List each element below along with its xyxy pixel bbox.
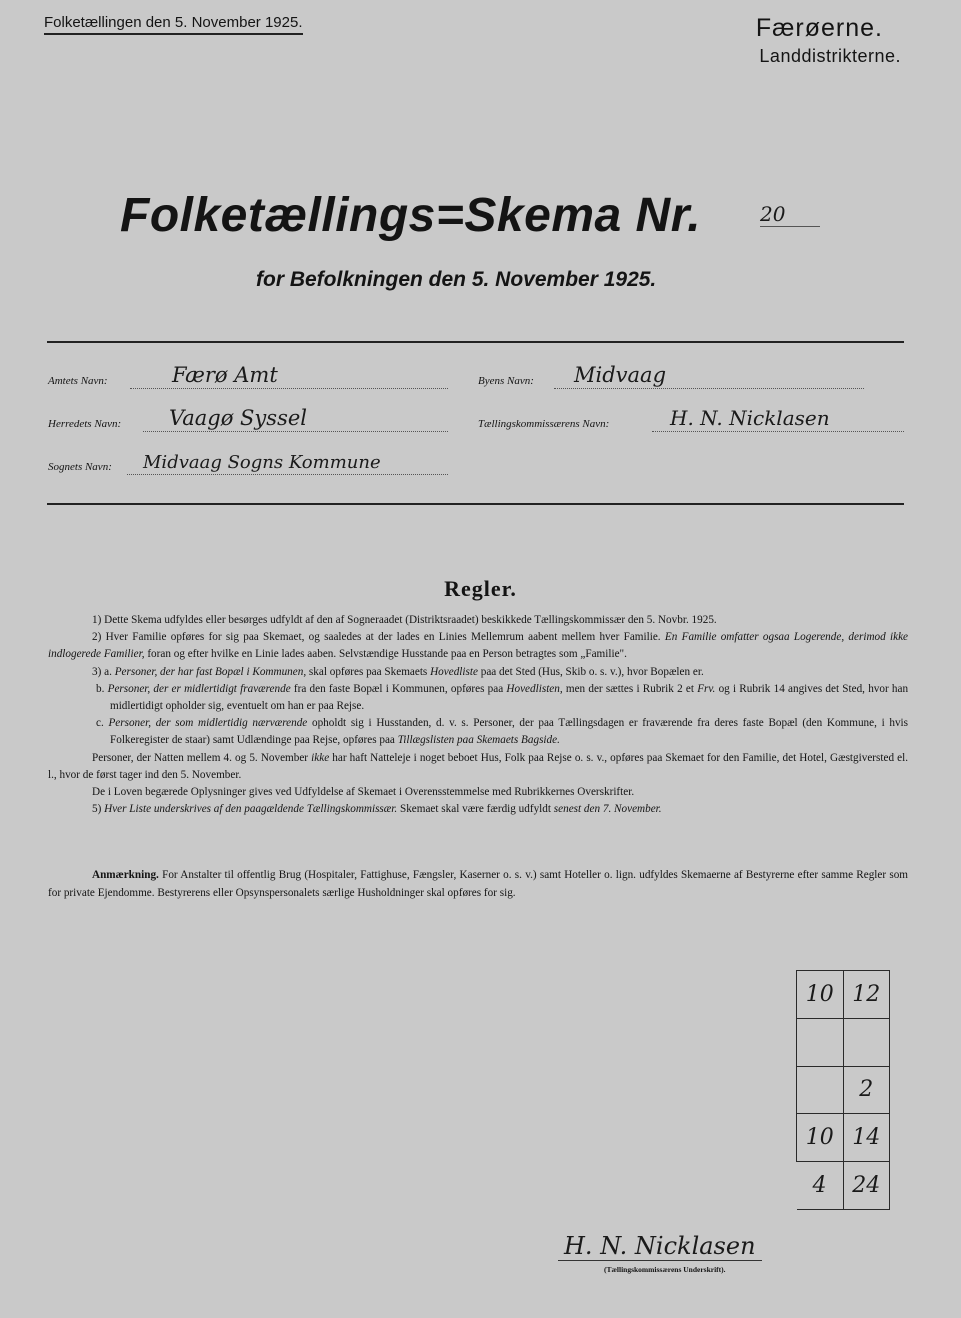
- district-name: Landdistrikterne.: [759, 46, 901, 66]
- divider-bottom: [47, 503, 904, 505]
- divider-top: [47, 341, 904, 343]
- tally-cell: [843, 1018, 890, 1066]
- tally-cell: 10: [797, 971, 844, 1019]
- rules-list: [48, 612, 908, 818]
- note-label: Anmærkning.: [92, 869, 159, 881]
- rules-heading: Regler.: [444, 576, 517, 601]
- tally-cell: 12: [843, 971, 890, 1019]
- commissioner-value: H. N. Nicklasen: [670, 406, 830, 430]
- census-date-header: Folketællingen den 5. November 1925.: [44, 14, 303, 35]
- note-text: For Anstalter til offentlig Brug (Hospitaler, Fattighuse, Fængsler, Kaserner o. s. v.) samt Hoteller o. lign. udfyldes Skemaerne af Bestyrerne efter samme Regler som for private Ejendomme. Bestyrerens eller Opsynspersonalets særlige Husholdninger skal opføres for sig.: [48, 869, 909, 899]
- rule-3a: 3) a. Personer, der har fast Bopæl i Kommunen, skal opføres paa Skemaets Hovedliste paa det Sted (Hus, Skib o. s. v.), hvor Bopælen er.: [92, 665, 704, 678]
- tally-cell: [797, 1066, 844, 1114]
- commissioner-label: Tællingskommissærens Navn:: [478, 418, 610, 430]
- by-label: Byens Navn:: [478, 375, 534, 387]
- tally-grid: [796, 970, 890, 1210]
- tally-cell: 24: [843, 1162, 890, 1210]
- herred-field: [143, 407, 448, 432]
- tally-cell: [797, 1018, 844, 1066]
- region-name: Færøerne.: [755, 14, 883, 42]
- commissioner-signature: H. N. Nicklasen: [558, 1232, 762, 1261]
- sogn-value: Midvaag Sogns Kommune: [143, 452, 381, 473]
- rule-4: De i Loven begærede Oplysninger gives ved Udfyldelse af Skemaet i Overensstemmelse med Rubrikkernes Overskrifter.: [92, 786, 635, 799]
- form-title: Folketællings=Skema Nr.: [120, 189, 702, 242]
- rule-5: 5) Hver Liste underskrives af den paagældende Tællingskommissær. Skemaet skal være færdig udfyldt senest den 7. November.: [92, 803, 662, 816]
- rule-3b: b. Personer, der er midlertidigt fraværende fra den faste Bopæl i Kommunen, opføres paa Hovedlisten, men der sættes i Rubrik 2 et Frv. og i Rubrik 14 angives det Sted, hvor han midlertidigt opholder sig, eventuelt om han er paa Rejse.: [96, 682, 909, 713]
- annotation-note: [48, 866, 908, 902]
- herred-label: Herredets Navn:: [48, 418, 122, 430]
- amt-label: Amtets Navn:: [48, 375, 108, 387]
- rule-3c: c. Personer, der som midlertidig nærværende opholdt sig i Husstanden, d. v. s. Personer, der paa Tællingsdagen er fraværende fra deres faste Bopæl (den Kommune, i hvis Folkeregister de staar) samt Udlændinge paa Rejse, opføres paa Tillægslisten paa Skemaets Bagside.: [96, 717, 909, 747]
- rule-3d: Personer, der Natten mellem 4. og 5. November ikke har haft Natteleje i noget beboet Hus, Folk paa Rejse o. s. v., opføres paa Skemaet for den Familie, det Hotel, Gæstgiversted el. l., hvor de først tager ind den 5. November.: [48, 751, 909, 781]
- form-subtitle: for Befolkningen den 5. November 1925.: [256, 268, 657, 291]
- rule-1: 1) Dette Skema udfyldes eller besørges udfyldt af den af Sogneraadet (Distriktsraadet) beskikkede Tællingskommissær den 5. Novbr. 1925.: [92, 614, 717, 626]
- sogn-field: [127, 450, 448, 475]
- herred-value: Vaagø Syssel: [169, 406, 307, 430]
- rule-2: 2) Hver Familie opføres for sig paa Skemaet, og saaledes at der lades en Linies Mellemrum aabent mellem hver Familie. En Familie omfatter ogsaa Logerende, derimod ikke indlogerede Familier, foran og efter hvilke en Linie lades aaben. Selvstændige Husstande paa en Person betragtes som „Familie".: [48, 631, 909, 661]
- by-value: Midvaag: [574, 363, 667, 387]
- amt-field: [130, 364, 448, 389]
- signature-caption: (Tællingskommissærens Underskrift).: [604, 1265, 726, 1274]
- tally-cell: 10: [797, 1114, 844, 1162]
- tally-cell: 14: [843, 1114, 890, 1162]
- form-number: 20: [760, 202, 820, 227]
- amt-value: Færø Amt: [172, 363, 278, 387]
- by-field: [554, 364, 864, 389]
- commissioner-field: [652, 407, 904, 432]
- tally-cell: 2: [843, 1066, 890, 1114]
- tally-cell: 4: [797, 1162, 844, 1210]
- sogn-label: Sognets Navn:: [48, 461, 112, 473]
